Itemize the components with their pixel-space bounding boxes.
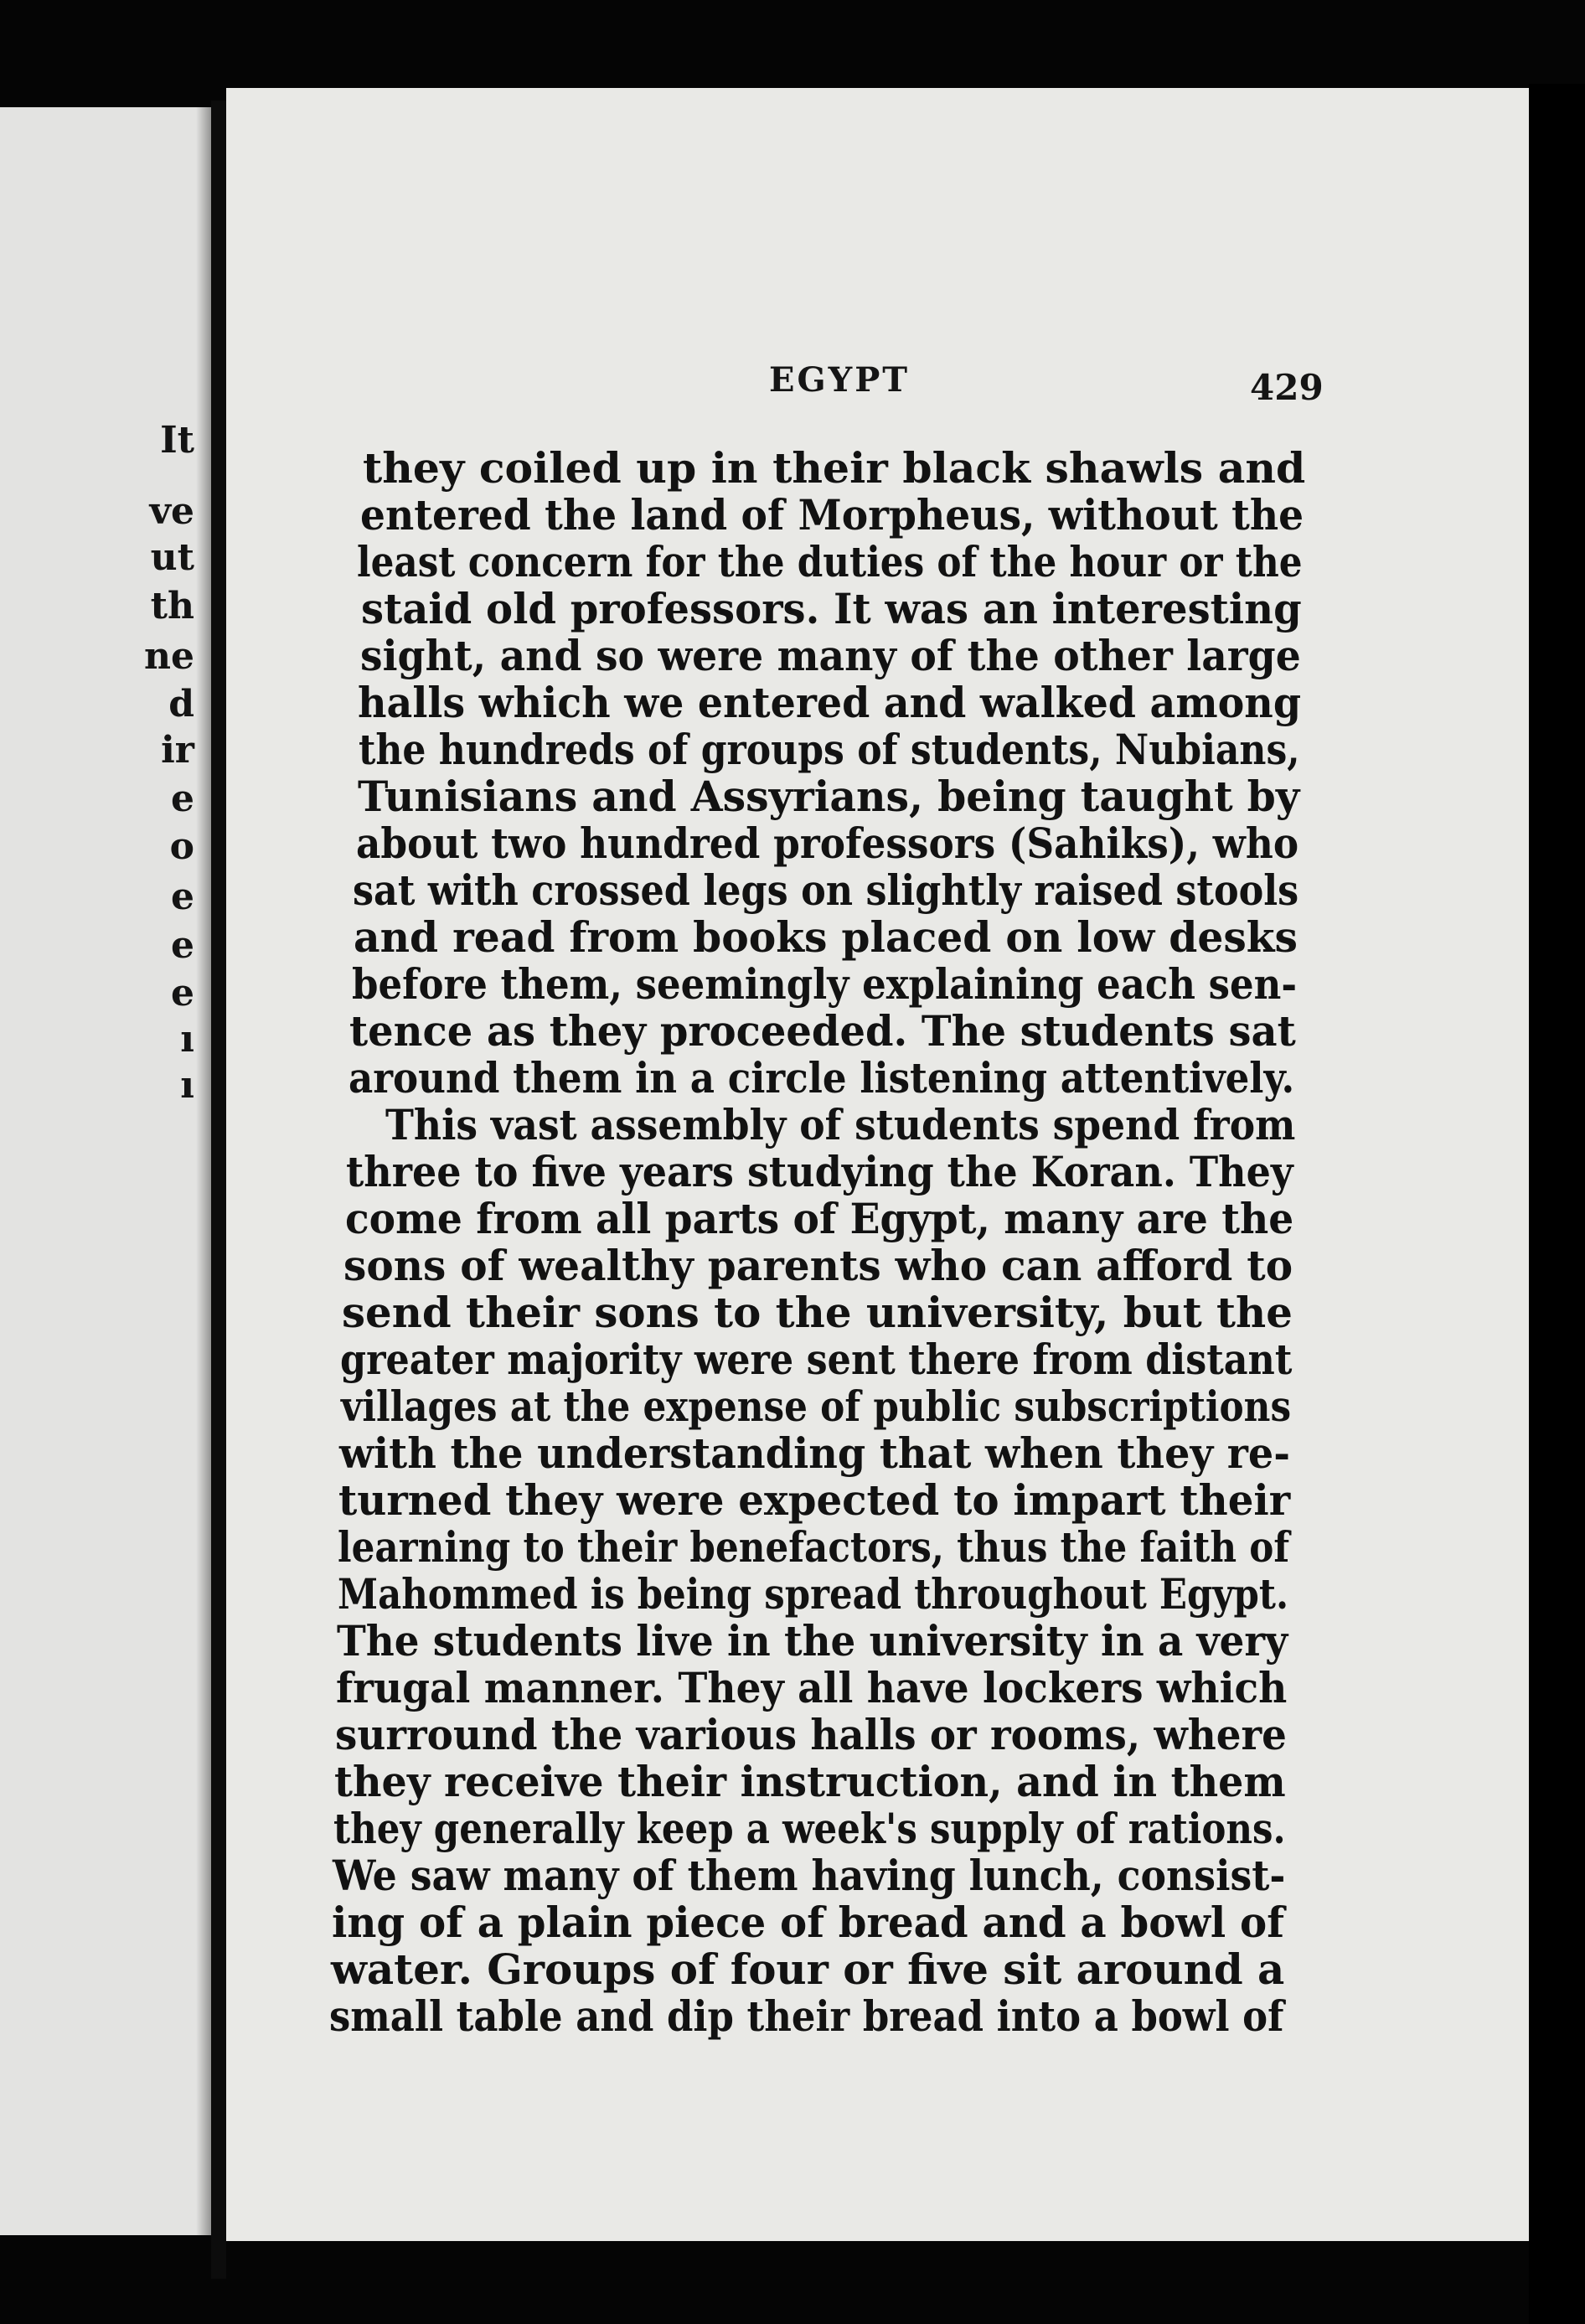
text-line: surround the various halls or rooms, where (335, 1710, 1287, 1759)
text-line: the hundreds of groups of students, Nubians, (359, 725, 1300, 774)
left-page-fragment: ı (180, 1018, 194, 1061)
text-line: before them, seemingly explaining each sen- (352, 959, 1298, 1009)
left-page-fragment: e (171, 875, 194, 918)
text-line: about two hundred professors (Sahiks), who (356, 819, 1299, 868)
text-line: come from all parts of Egypt, many are the (345, 1194, 1294, 1243)
left-page-fragment: ve (149, 490, 194, 533)
text-line: We saw many of them having lunch, consist- (333, 1851, 1286, 1900)
text-line: around them in a circle listening attentively. (348, 1053, 1295, 1103)
text-line: small table and dip their bread into a bowl of (329, 1991, 1284, 2041)
text-line: least concern for the duties of the hour or the (357, 537, 1303, 586)
left-page-fragment: o (169, 825, 194, 868)
page-number: 429 (1250, 367, 1324, 408)
text-line: turned they were expected to impart their (338, 1475, 1291, 1525)
text-line: water. Groups of four or five sit around a (331, 1944, 1285, 1994)
left-page-fragment: It (160, 419, 194, 462)
text-line: ing of a plain piece of bread and a bowl of (332, 1898, 1285, 1947)
text-line: greater majority were sent there from distant (340, 1335, 1293, 1384)
text-line: halls which we entered and walked among (358, 678, 1302, 727)
left-page-fragment: e (171, 924, 194, 967)
text-line: staid old professors. It was an interesting (361, 584, 1302, 633)
text-line: sat with crossed legs on slightly raised stools (353, 865, 1299, 915)
running-head: EGYPT (769, 360, 911, 400)
text-line: villages at the expense of public subscriptions (341, 1381, 1292, 1431)
left-page-fragment: d (168, 683, 194, 726)
text-line: frugal manner. They all have lockers which (336, 1663, 1288, 1712)
text-line: they coiled up in their black shawls and (363, 443, 1306, 493)
text-line: This vast assembly of students spend from (385, 1100, 1296, 1149)
left-page-fragment: ne (144, 635, 194, 678)
text-line: Tunisians and Assyrians, being taught by (358, 772, 1300, 821)
text-line: sons of wealthy parents who can afford to (343, 1241, 1293, 1290)
text-line: three to five years studying the Koran. They (346, 1147, 1293, 1196)
text-line: and read from books placed on low desks (354, 912, 1298, 962)
text-line: entered the land of Morpheus, without the (360, 490, 1304, 540)
text-line: sight, and so were many of the other large (360, 631, 1301, 680)
text-line: they receive their instruction, and in them (334, 1757, 1286, 1806)
left-page-fragment: e (171, 972, 194, 1015)
left-page-fragment: e (171, 777, 194, 820)
text-line: learning to their benefactors, thus the faith of (338, 1522, 1290, 1572)
text-line: The students live in the university in a very (337, 1616, 1288, 1666)
left-page-fragment: th (150, 585, 194, 627)
text-line: send their sons to the university, but the (342, 1288, 1293, 1337)
text-line: they generally keep a week's supply of rations. (333, 1804, 1286, 1853)
text-line: tence as they proceeded. The students sat (349, 1006, 1296, 1056)
left-page-fragment: ir (161, 729, 194, 772)
text-line: Mahommed is being spread throughout Egypt. (338, 1569, 1289, 1619)
left-page-fragment: ı (180, 1064, 194, 1107)
text-line: with the understanding that when they re- (339, 1428, 1291, 1478)
left-page-fragment: ut (150, 536, 194, 579)
